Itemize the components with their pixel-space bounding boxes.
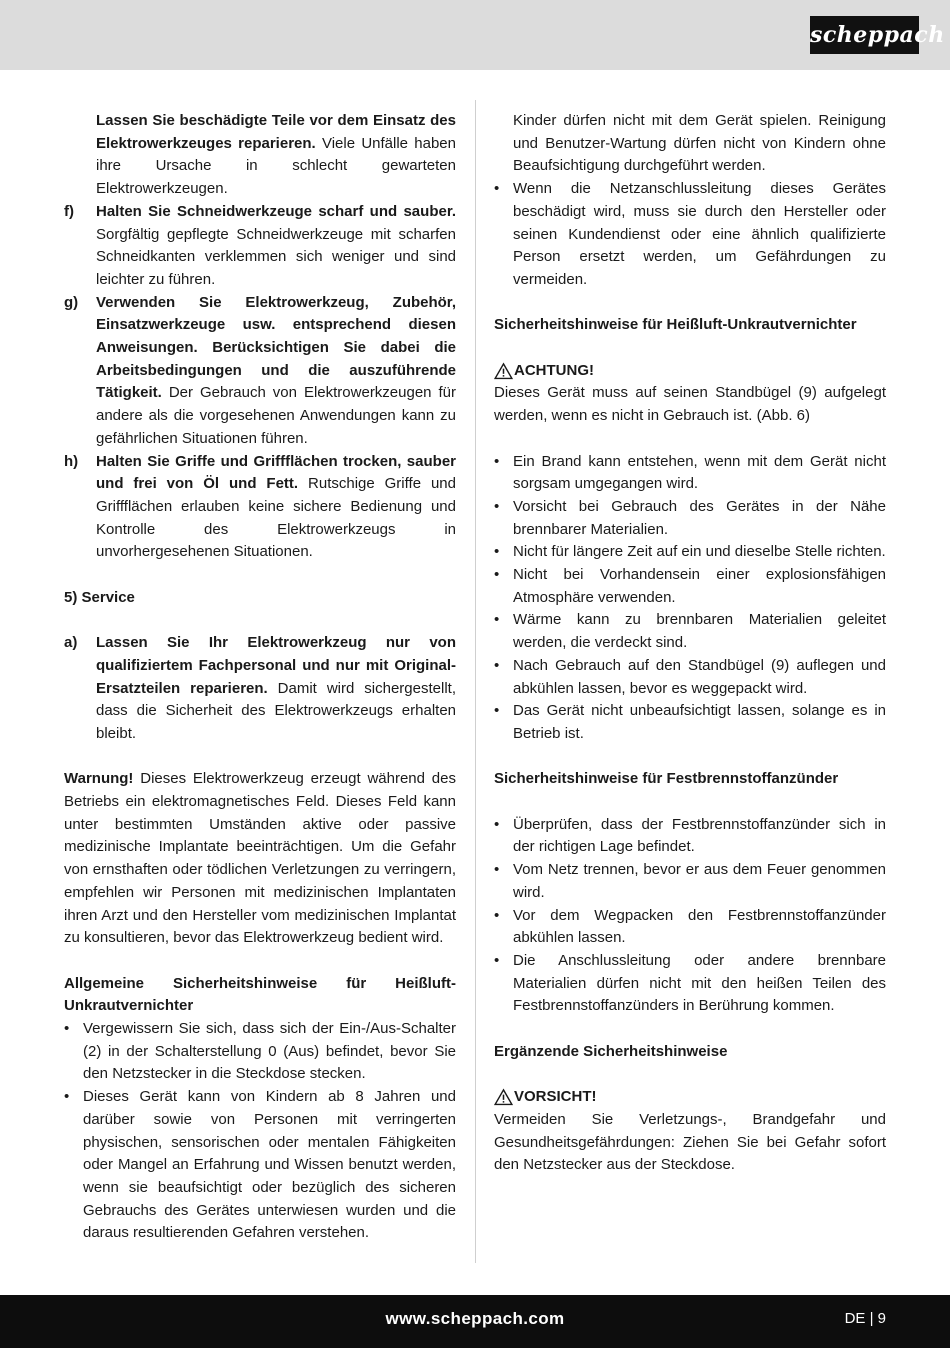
list-item: • Ein Brand kann entstehen, wenn mit dem Gerät nicht sorgsam umgegangen wird. — [494, 451, 886, 496]
list-item: • Vergewissern Sie sich, dass sich der Ein-/Aus-Schalter (2) in der Schalterstellung 0 (Aus) befindet, bevor Sie den Netzstecker in die Steckdose stecken. — [64, 1018, 456, 1086]
warning-triangle-icon — [494, 362, 513, 380]
list-item: • Das Gerät nicht unbeaufsichtigt lassen, solange es in Betrieb ist. — [494, 700, 886, 745]
list-item: • Überprüfen, dass der Festbrennstoffanzünder sich in der richtigen Lage befindet. — [494, 814, 886, 859]
item-label: h) — [64, 452, 79, 470]
achtung-label: ACHTUNG! — [494, 360, 886, 383]
left-column — [64, 110, 456, 1245]
festbrennstoff-heading: Sicherheitshinweise für Festbrennstoffanzünder — [494, 770, 839, 788]
item-f: f) Halten Sie Schneidwerkzeuge scharf und sauber. Sorgfältig gepflegte Schneidwerkzeuge mit scharfen Schneidkanten verklemmen sich weniger und sind leichter zu führen. — [64, 202, 456, 288]
service-item-a: a) Lassen Sie Ihr Elektrowerkzeug nur von qualifiziertem Fachpersonal und nur mit Original-Ersatzteilen reparieren. Damit wird sichergestellt, dass die Sicherheit des Elektrowerkzeugs erhalten bleibt. — [64, 634, 456, 742]
list-item: • Vorsicht bei Gebrauch des Gerätes in der Nähe brennbarer Materialien. — [494, 496, 886, 541]
item-label: g) — [64, 293, 79, 311]
page-number: DE | 9 — [844, 1310, 886, 1327]
vorsicht-label: VORSICHT! — [494, 1086, 886, 1109]
column-divider — [475, 100, 476, 1263]
list-item: • Nach Gebrauch auf den Standbügel (9) auflegen und abkühlen lassen, bevor es weggepackt wird. — [494, 655, 886, 700]
list-item: • Die Anschlussleitung oder andere brennbare Materialien dürfen nicht mit den heißen Teilen des Festbrennstoffanzünders in Berührung kommen. — [494, 950, 886, 1018]
item-e-continuation: Lassen Sie beschädigte Teile vor dem Einsatz des Elektrowerkzeuges reparieren. Viele Unfälle haben ihre Ursache in schlecht gewarteten Elektrowerkzeugen. — [96, 112, 456, 198]
item-g: g) Verwenden Sie Elektrowerkzeug, Zubehör, Einsatzwerkzeuge usw. entsprechend diesen Anweisungen. Berücksichtigen Sie dabei die Arbeitsbedingungen und die auszuführende Tätigkeit. Der Gebrauch von Elektrowerkzeugen für andere als die vorgesehenen Anwendungen kann zu gefährlichen Situationen führen. — [64, 293, 456, 447]
list-item: • Nicht bei Vorhandensein einer explosionsfähigen Atmosphäre verwenden. — [494, 564, 886, 609]
warning-paragraph: Warnung! Dieses Elektrowerkzeug erzeugt während des Betriebs ein elektromagnetisches Feld. Dieses Feld kann unter bestimmten Umständen aktive oder passive medizinische Implantate beeinträchtigen. Um die Gefahr von ernsthaften oder tödlichen Verletzungen zu verringern, empfehlen wir Personen mit medizinischen Implantaten ihren Arzt und den Hersteller vom medizinischen Implantat zu konsultieren, bevor das Elektrowerkzeug bedient wird. — [64, 770, 456, 947]
general-safety-list — [64, 1018, 456, 1245]
list-item: • Wärme kann zu brennbaren Materialien geleitet werden, die verdeckt sind. — [494, 609, 886, 654]
item-label: a) — [64, 634, 78, 652]
right-column — [494, 110, 886, 1177]
festbrennstoff-list — [494, 814, 886, 1018]
achtung-text: Dieses Gerät muss auf seinen Standbügel (9) aufgelegt werden, wenn es nicht in Gebrauch ist. (Abb. 6) — [494, 384, 886, 425]
brand-logo: scheppach — [810, 16, 919, 54]
footer-bar — [0, 1295, 950, 1348]
footer-url[interactable]: www.scheppach.com — [385, 1309, 565, 1328]
list-item: • Dieses Gerät kann von Kindern ab 8 Jahren und darüber sowie von Personen mit verringerten physischen, sensorischen oder mentalen Fähigkeiten oder Mangel an Erfahrung und Wissen benutzt werden, wenn sie beaufsichtigt oder bezüglich des sicheren Gebrauchs des Gerätes unterwiesen wurden und die daraus resultierenden Gefahren verstehen. — [64, 1086, 456, 1245]
ergaenzende-heading: Ergänzende Sicherheitshinweise — [494, 1042, 728, 1060]
list-item: • Nicht für längere Zeit auf ein und dieselbe Stelle richten. — [494, 541, 886, 564]
bullet-continuation: Kinder dürfen nicht mit dem Gerät spielen. Reinigung und Benutzer-Wartung dürfen nicht von Kindern ohne Beaufsichtigung durchgeführt werden. — [513, 112, 886, 175]
item-label: f) — [64, 202, 74, 220]
list-item: • Vom Netz trennen, bevor er aus dem Feuer genommen wird. — [494, 859, 886, 904]
header-bar — [0, 0, 950, 70]
list-item: • Vor dem Wegpacken den Festbrennstoffanzünder abkühlen lassen. — [494, 905, 886, 950]
item-h: h) Halten Sie Griffe und Griffflächen trocken, sauber und frei von Öl und Fett. Rutschige Griffe und Griffflächen erlauben keine sichere Bedienung und Kontrolle des Elektrowerkzeugs in unvorhergesehenen Situationen. — [64, 452, 456, 561]
power-cord-list — [494, 178, 886, 292]
list-item: • Wenn die Netzanschlussleitung dieses Gerätes beschädigt wird, muss sie durch den Hersteller oder seinen Kundendienst oder eine ähnlich qualifizierte Person ersetzt werden, um Gefährdungen zu vermeiden. — [494, 178, 886, 292]
warning-triangle-icon — [494, 1088, 513, 1106]
vorsicht-text: Vermeiden Sie Verletzungs-, Brandgefahr und Gesundheitsgefährdungen: Ziehen Sie bei Gefahr sofort den Netzstecker aus der Steckdose. — [494, 1110, 886, 1174]
heissluft-heading: Sicherheitshinweise für Heißluft-Unkrautvernichter — [494, 316, 857, 334]
heissluft-list — [494, 451, 886, 746]
general-safety-heading: Allgemeine Sicherheitshinweise für Heißluft-Unkrautvernichter — [64, 974, 456, 1015]
service-heading: 5) Service — [64, 588, 135, 606]
